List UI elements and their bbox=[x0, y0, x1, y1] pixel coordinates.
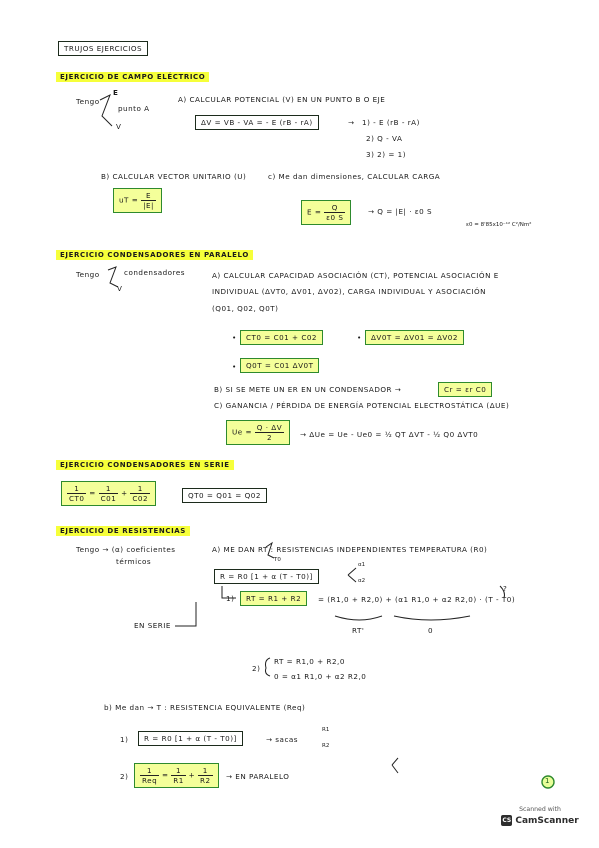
plus-sign: + bbox=[121, 488, 128, 498]
campo-eq-e bbox=[301, 200, 351, 225]
plus-sign: + bbox=[188, 770, 196, 780]
resist-eq-rt: RT = R1 + R2 bbox=[240, 591, 307, 606]
scanner-brand: CamScanner bbox=[515, 815, 579, 826]
e-den: ε0 S bbox=[326, 213, 344, 222]
resist-r1: R1 bbox=[322, 727, 330, 733]
campo-c-label: c) Me dan dimensiones, CALCULAR CARGA bbox=[268, 172, 441, 181]
paralelo-v: V bbox=[117, 284, 123, 293]
bullet: • bbox=[232, 362, 237, 371]
ue-left: Ue = bbox=[232, 427, 252, 437]
paralelo-eq-q: Q0T = C01 ΔV0T bbox=[240, 358, 319, 373]
campo-tengo: Tengo bbox=[76, 97, 100, 106]
equals-sign: = bbox=[89, 488, 96, 498]
equals-sign: = bbox=[161, 770, 169, 780]
resist-alpha-2: α2 bbox=[358, 578, 366, 584]
req-den: Req bbox=[142, 776, 158, 785]
page-number: 1 bbox=[545, 777, 550, 785]
resist-tengo: Tengo → (α) coeficientes bbox=[76, 545, 176, 554]
resist-step-1: 1) bbox=[226, 594, 235, 603]
campo-punto-a: punto A bbox=[118, 104, 150, 113]
campo-e-vector: E bbox=[113, 88, 119, 97]
paralelo-eq-cr: Cr = εr C0 bbox=[438, 382, 492, 397]
resist-qmark: ? bbox=[503, 584, 508, 593]
req-num: 1 bbox=[140, 766, 159, 776]
resist-b2: 2) bbox=[120, 772, 129, 781]
resist-a-label: A) ME DAN RT : RESISTENCIAS INDEPENDIENTES TEMPERATURA (R0) bbox=[212, 545, 488, 554]
bullet: • bbox=[357, 333, 362, 342]
campo-result-3: 3) 2) = 1) bbox=[366, 150, 407, 159]
paralelo-a-label-2: INDIVIDUAL (ΔVT0, ΔV01, ΔV02), CARGA INDIVIDUAL Y ASOCIACIÓN bbox=[212, 287, 487, 296]
r2-den: R2 bbox=[199, 776, 211, 785]
r1-den: R1 bbox=[173, 776, 184, 785]
scanner-label: Scanned with bbox=[519, 806, 561, 813]
e-fraction bbox=[324, 203, 345, 222]
req-frac bbox=[140, 766, 159, 785]
resist-en-serie: EN SERIE bbox=[134, 621, 171, 630]
ue-den: 2 bbox=[266, 433, 273, 442]
campo-result-2: 2) Q - VA bbox=[366, 134, 403, 143]
paralelo-eq-dv: ΔV0T = ΔV01 = ΔV02 bbox=[365, 330, 464, 345]
resist-brace-rt: RT' bbox=[352, 626, 365, 635]
resist-termicos: térmicos bbox=[116, 557, 152, 566]
resist-step-2: 2) bbox=[252, 664, 261, 673]
resist-b-label: b) Me dan → T : RESISTENCIA EQUIVALENTE (Req) bbox=[104, 703, 306, 712]
page-title: TRUJOS EJERCICIOS bbox=[58, 41, 148, 56]
resist-alpha-1: α1 bbox=[358, 562, 366, 568]
e-num: Q bbox=[324, 203, 345, 213]
campo-v: V bbox=[116, 122, 122, 131]
serie-num-1: 1 bbox=[67, 484, 86, 494]
resist-b2-eq bbox=[134, 763, 219, 788]
ut-fraction bbox=[141, 191, 156, 210]
e-left: E = bbox=[307, 207, 322, 217]
r1-frac bbox=[171, 766, 186, 785]
resist-brace-zero: 0 bbox=[428, 626, 434, 635]
paralelo-c-label: C) GANANCIA / PÉRDIDA DE ENERGÍA POTENCIAL ELECTROSTÁTICA (ΔUE) bbox=[214, 401, 510, 410]
resist-b1-rest: → sacas bbox=[266, 735, 299, 744]
resist-b2-rest: → EN PARALELO bbox=[226, 772, 290, 781]
paralelo-a-label-3: (Q01, Q02, Q0T) bbox=[212, 304, 279, 313]
serie-den-c01: C01 bbox=[100, 494, 117, 503]
serie-num-3: 1 bbox=[130, 484, 150, 494]
paralelo-eq-ct: CT0 = C01 + C02 bbox=[240, 330, 323, 345]
ue-num: Q · ΔV bbox=[256, 423, 283, 432]
resist-b1: 1) bbox=[120, 735, 129, 744]
ut-den: |E| bbox=[143, 201, 154, 210]
paralelo-eq-ue bbox=[226, 420, 290, 445]
campo-b-label: B) CALCULAR VECTOR UNITARIO (U) bbox=[101, 172, 247, 181]
campo-eq-potencial: ΔV = VB - VA = - E (rB - rA) bbox=[195, 115, 319, 130]
serie-eq-q: QT0 = Q01 = Q02 bbox=[182, 488, 267, 503]
resist-eq-rt-rest: = (R1,0 + R2,0) + (α1 R1,0 + α2 R2,0) · (T - T0) bbox=[318, 595, 516, 604]
ut-left: uT = bbox=[119, 195, 139, 205]
section-heading-campo: EJERCICIO DE CAMPO ELÉCTRICO bbox=[56, 72, 209, 82]
section-heading-resistencias: EJERCICIO DE RESISTENCIAS bbox=[56, 526, 190, 536]
serie-frac-c02 bbox=[130, 484, 150, 503]
resist-eq-r: R = R0 [1 + α (T - T0)] bbox=[214, 569, 319, 584]
campo-arrow: → bbox=[348, 118, 355, 127]
serie-num-2: 1 bbox=[99, 484, 119, 494]
resist-b1-eq: R = R0 [1 + α (T - T0)] bbox=[138, 731, 243, 746]
resist-s2-line1: RT = R1,0 + R2,0 bbox=[274, 657, 345, 666]
paralelo-eq-due: → ΔUe = Ue - Ue0 = ½ QT ΔVT - ½ Q0 ΔVT0 bbox=[300, 430, 479, 439]
serie-den-c02: C02 bbox=[132, 494, 149, 503]
serie-eq-capacidad bbox=[61, 481, 156, 506]
ue-fraction bbox=[255, 423, 284, 442]
campo-eps-note: ε0 = 8'85x10⁻¹² C²/Nm² bbox=[466, 222, 532, 228]
paralelo-b-label: B) SI SE METE UN ΕR EN UN CONDENSADOR → bbox=[214, 385, 402, 394]
r2-num: 1 bbox=[198, 766, 213, 776]
paralelo-tengo: Tengo bbox=[76, 270, 100, 279]
campo-result-1: 1) - E (rB - rA) bbox=[362, 118, 420, 127]
serie-frac-c01 bbox=[99, 484, 119, 503]
scanner-brand-row bbox=[500, 815, 580, 826]
section-heading-serie: EJERCICIO CONDENSADORES EN SERIE bbox=[56, 460, 234, 470]
serie-den-ct: CT0 bbox=[69, 494, 85, 503]
r1-num: 1 bbox=[171, 766, 186, 776]
campo-a-label: A) CALCULAR POTENCIAL (V) EN UN PUNTO B O EJE bbox=[178, 95, 386, 104]
ut-num: E bbox=[141, 191, 156, 201]
campo-eq-unitario bbox=[113, 188, 162, 213]
resist-t0: T0 bbox=[274, 557, 281, 563]
bullet: • bbox=[232, 333, 237, 342]
camscanner-logo-icon: CS bbox=[502, 817, 512, 824]
paralelo-condensadores: condensadores bbox=[124, 268, 186, 277]
campo-eq-q: → Q = |E| · ε0 S bbox=[368, 207, 433, 216]
paralelo-a-label-1: A) CALCULAR CAPACIDAD ASOCIACIÓN (CT), POTENCIAL ASOCIACIÓN E bbox=[212, 271, 499, 280]
section-heading-paralelo: EJERCICIO CONDENSADORES EN PARALELO bbox=[56, 250, 253, 260]
serie-frac-ct bbox=[67, 484, 86, 503]
scanner-badge bbox=[500, 806, 580, 836]
resist-s2-line2: 0 = α1 R1,0 + α2 R2,0 bbox=[274, 672, 367, 681]
r2-frac bbox=[198, 766, 213, 785]
resist-r2: R2 bbox=[322, 743, 330, 749]
